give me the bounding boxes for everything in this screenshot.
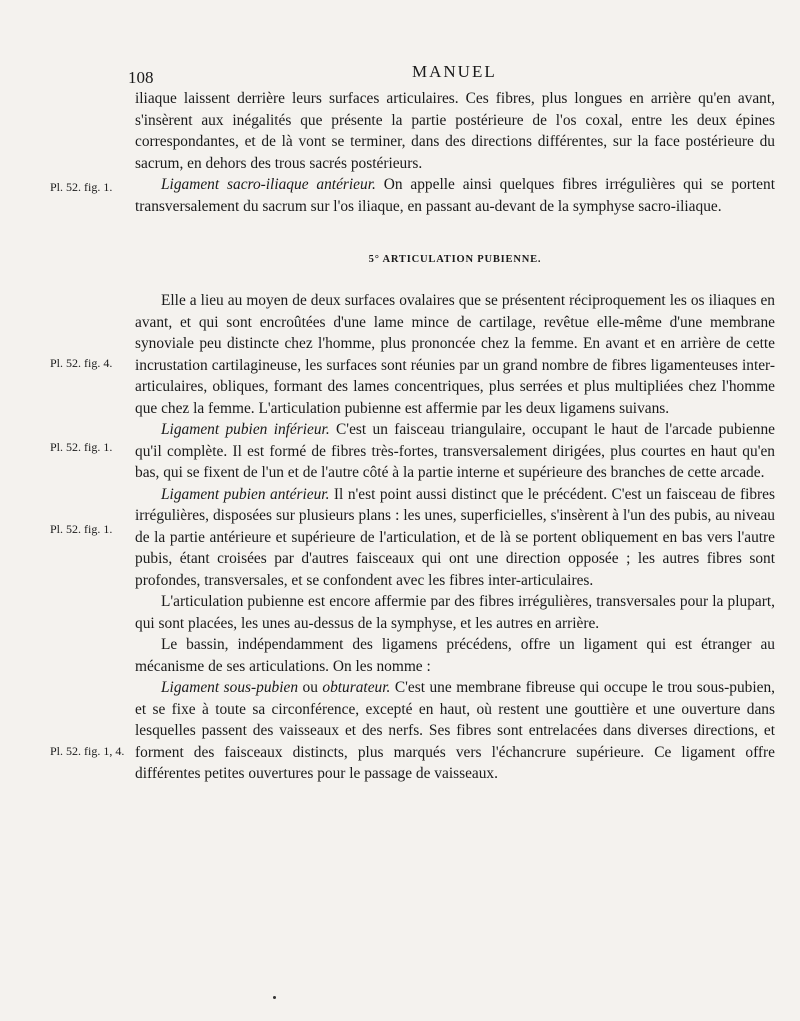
paragraph: Elle a lieu au moyen de deux surfaces ovalaires que se présentent réciproquement les os iliaques en avant, et qui sont encroûtées d'une lame mince de cartilage, revêtue elle-même d'une membrane synoviale peu distincte chez l'homme, plus prononcée chez la femme. En avant et en arrière de cette incrustation cartilagineuse, les surfaces sont réunies par un grand nombre de fibres ligamenteuses inter-articulaires, obliques, formant des lames concentriques, plus serrées et plus multipliées chez l'homme que chez la femme. L'articulation pubienne est affermie par les deux ligamens suivans. xyxy=(135,292,775,417)
section-heading: 5° ARTICULATION PUBIENNE. xyxy=(368,254,542,265)
term: Ligament sous-pubien xyxy=(161,679,299,696)
paragraph: Le bassin, indépendamment des ligamens précédens, offre un ligament qui est étranger au mécanisme de ses articulations. On les nomme : xyxy=(135,636,775,675)
paragraph xyxy=(135,419,775,484)
margin-ref-1: Pl. 52. fig. 1. xyxy=(50,180,113,194)
paragraph-text: C'est une membrane fibreuse qui occupe le trou sous-pubien, et se fixe à toute sa circonférence, excepté en haut, où restent une gouttière et une ouverture dans lesquelles passent des vaisseaux et des nerfs. Ses fibres sont entrelacées dans diverses directions, et forment des faisceaux distincts, plus marqués vers l'échancrure supérieure. Ce ligament offre différentes petites ouvertures pour le passage de vaisseaux. xyxy=(135,679,775,782)
paragraph xyxy=(135,484,775,592)
running-title: MANUEL xyxy=(412,62,497,81)
margin-ref-3: Pl. 52. fig. 1. xyxy=(50,440,113,454)
body-text-2 xyxy=(135,290,775,785)
paragraph xyxy=(135,677,775,785)
paragraph: iliaque laissent derrière leurs surfaces articulaires. Ces fibres, plus longues en arrière qu'en avant, s'insèrent aux inégalités que présente la partie postérieure de l'os coxal, entre les deux épines correspondantes, et de là vont se terminer, dans des directions différentes, sur la face postérieure du sacrum, en dehors des trous sacrés postérieurs. xyxy=(135,90,775,172)
term: obturateur. xyxy=(322,679,391,696)
term: Ligament sacro-iliaque antérieur. xyxy=(161,176,376,193)
page-number: 108 xyxy=(128,68,154,87)
paragraph-text: Il n'est point aussi distinct que le précédent. C'est un faisceau de fibres irrégulières, disposées sur plusieurs plans : les unes, superficielles, s'insèrent à l'un des pubis, au niveau de la partie antérieure et supérieure de l'articulation, et de là se portent obliquement en bas vers l'autre pubis, étant croisées par d'autres faisceaux qui ont une direction opposée ; les autres fibres sont profondes, transversales, et se confondent avec les fibres inter-articulaires. xyxy=(135,485,775,589)
body-text xyxy=(135,88,775,217)
margin-ref-5: Pl. 52. fig. 1, 4. xyxy=(50,744,125,758)
paragraph xyxy=(135,174,775,217)
margin-ref-2: Pl. 52. fig. 4. xyxy=(50,356,113,370)
ink-spot xyxy=(273,996,276,999)
paragraph-text: On appelle ainsi quelques fibres irrégulières qui se portent transversalement du sacrum sur l'os iliaque, en passant au-devant de la symphyse sacro-iliaque. xyxy=(135,176,775,215)
term: Ligament pubien antérieur. xyxy=(161,485,330,503)
term: Ligament pubien inférieur. xyxy=(161,421,330,438)
paragraph: L'articulation pubienne est encore affermie par des fibres irrégulières, transversales pour la plupart, qui sont placées, les unes au-dessus de la symphyse, et les autres en arrière. xyxy=(135,593,775,632)
paragraph-text: ou xyxy=(298,679,323,696)
paragraph-text: C'est un faisceau triangulaire, occupant le haut de l'arcade pubienne qu'il complète. Il est formé de fibres très-fortes, transversalement dirigées, plus courtes en haut qu'en bas, qui se fixent de l'un et de l'autre côté à la partie interne et supérieure des branches de cette arcade. xyxy=(135,421,775,481)
margin-ref-4: Pl. 52. fig. 1. xyxy=(50,522,113,536)
